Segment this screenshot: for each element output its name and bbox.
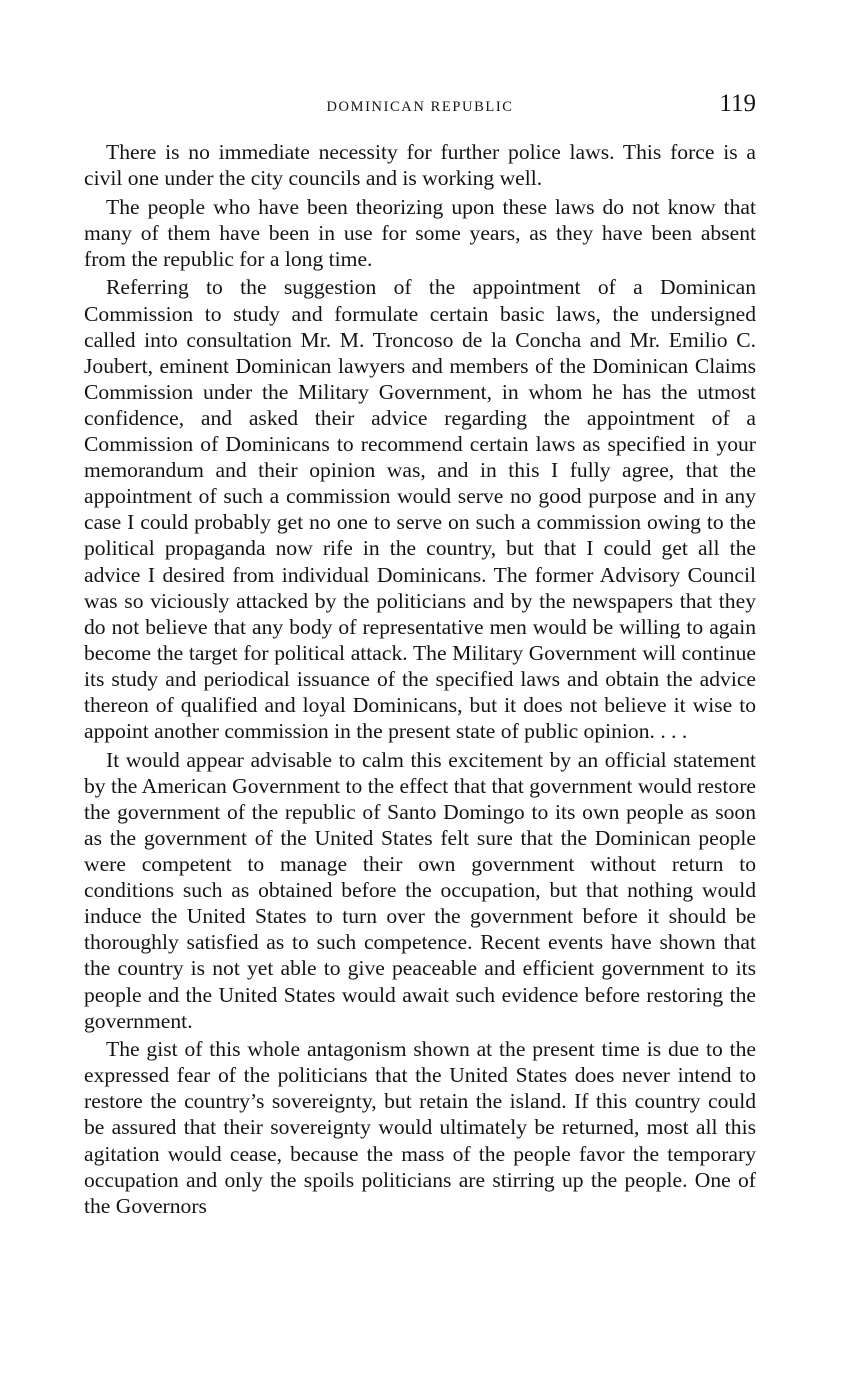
body-text [84, 139, 756, 1219]
document-page [84, 90, 756, 1221]
paragraph-official-statement: It would appear advisable to calm this excitement by an official statement by the American Government to the effect that that government would restore the government of the republic of Santo Domingo to its own people as soon as the government of the United States felt sure that the Dominican people were competent to manage their own government without return to conditions such as obtained before the occupation, but that nothing would induce the United States to turn over the government before it should be thoroughly satisfied as to such competence. Recent events have shown that the country is not yet able to give peaceable and efficient government to its people and the United States would await such evidence before restoring the government. [84, 747, 756, 1033]
page-number: 119 [719, 90, 756, 117]
running-title: DOMINICAN REPUBLIC [326, 99, 514, 115]
paragraph-antagonism: The gist of this whole antagonism shown at the present time is due to the expressed fear of the politicians that the United States does never intend to restore the country’s sovereignty, but retain the island. If this country could be assured that their sovereignty would ultimately be returned, most all this agitation would cease, because the mass of the people favor the temporary occupation and only the spoils politicians are stirring up the people. One of the Governors [84, 1037, 756, 1218]
paragraph-theorizing: The people who have been theorizing upon these laws do not know that many of them have been in use for some years, as they have been absent from the republic for a long time. [84, 194, 756, 271]
paragraph-commission: Referring to the suggestion of the appointment of a Dominican Commission to study and formulate certain basic laws, the undersigned called into consultation Mr. M. Troncoso de la Concha and Mr. Emilio C. Joubert, eminent Dominican lawyers and members of the Dominican Claims Commission under the Military Government, in whom he has the utmost confidence, and asked their advice regarding the appointment of a Commission of Dominicans to recommend certain laws as specified in your memorandum and their opinion was, and in this I fully agree, that the appointment of such a commission would serve no good purpose and in any case I could probably get no one to serve on such a commission owing to the political propaganda now rife in the country, but that I could get all the advice I desired from individual Dominicans. The former Advisory Council was so viciously attacked by the politicians and by the newspapers that they do not believe that any body of representative men would be willing to again become the target for political attack. The Military Government will continue its study and periodical issuance of the specified laws and obtain the advice thereon of qualified and loyal Dominicans, but it does not believe it wise to appoint another commission in the present state of public opinion. . . . [84, 275, 756, 744]
paragraph-police-laws: There is no immediate necessity for further police laws. This force is a civil one under the city councils and is working well. [84, 140, 756, 191]
running-head [84, 90, 756, 126]
